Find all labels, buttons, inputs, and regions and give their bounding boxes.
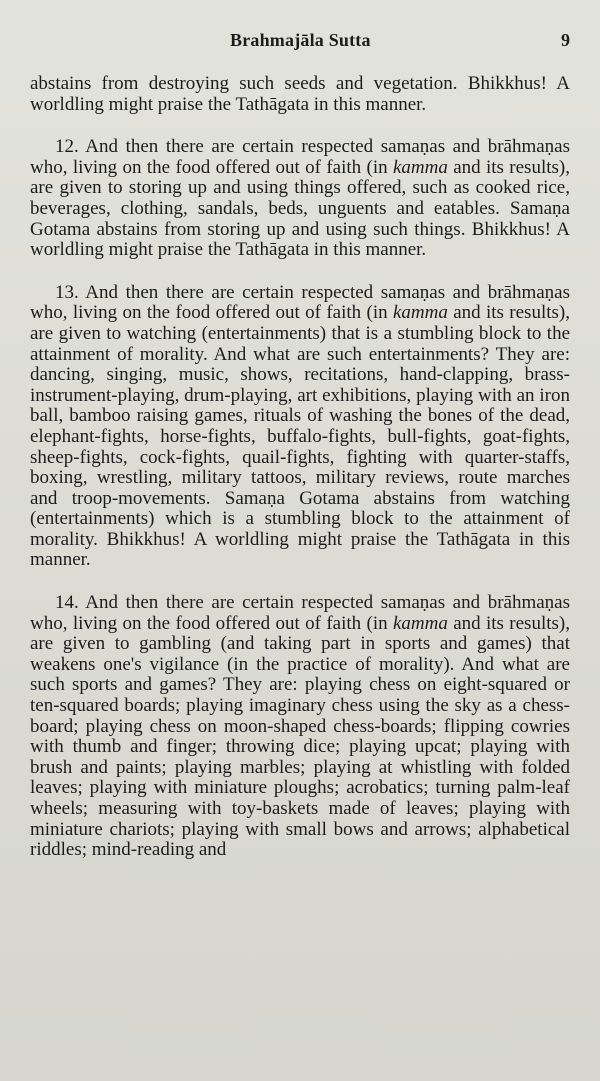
paragraph-number: 14. xyxy=(55,592,79,614)
paragraph-text: abstains from destroying such seeds and vegetation. Bhikkhus! A worldling might praise the Tathāgata in this manner. xyxy=(30,73,570,115)
pali-term: kamma xyxy=(392,612,448,634)
paragraph-continued xyxy=(30,74,570,115)
paragraph-text: And then there are certain respected samaṇas and brāhmaṇas who, living on the food offered out of faith (in xyxy=(30,136,570,178)
paragraph-12 xyxy=(30,137,570,261)
paragraph-text: and its results), are given to storing up and using things offered, such as cooked rice, beverages, clothing, sandals, beds, unguents and eatables. Samaṇa Gotama abstains from storing up and using such things. Bhikkhus! A worldling might praise the Tathāgata in this manner. xyxy=(30,156,570,261)
running-head: Brahmajāla Sutta xyxy=(230,30,371,50)
body-text xyxy=(30,74,570,861)
paragraph-14 xyxy=(30,593,570,861)
paragraph-text: And then there are certain respected samaṇas and brāhmaṇas who, living on the food offered out of faith (in xyxy=(30,281,570,324)
page-number: 9 xyxy=(561,30,570,50)
paragraph-text: And then there are certain respected samaṇas and brāhmaṇas who, living on the food offered out of faith (in xyxy=(30,592,570,634)
pali-term: kamma xyxy=(392,156,448,178)
pali-term: kamma xyxy=(392,302,448,324)
paragraph-text: and its results), are given to watching (entertainments) that is a stumbling block to the attainment of morality. And what are such entertainments? They are: dancing, singing, music, shows, recitations, hand-clapping, brass-instrument-playing, drum-playing, art exhibitions, playing with an iron ball, bamboo raising games, rituals of washing the bones of the dead, elephant-fights, horse-fights, buffalo-fights, bull-fights, goat-fights, sheep-fights, cock-fights, quail-fights, fighting with quarter-staffs, boxing, wrestling, military tattoos, military reviews, route marches and troop-movements. Samaṇa Gotama abstains from watching (entertainments) which is a stumbling block to the attainment of morality. Bhikkhus! A worldling might praise the Tathāgata in this manner. xyxy=(30,302,570,571)
page-header xyxy=(30,0,570,74)
paragraph-number: 12. xyxy=(55,136,79,158)
paragraph-13 xyxy=(30,283,570,571)
paragraph-number: 13. xyxy=(55,281,79,303)
paragraph-text: and its results), are given to gambling (and taking part in sports and games) that weakens one's vigilance (in the practice of morality). And what are such sports and games? They are: playing chess on eight-squared or ten-squared boards; playing imaginary chess using the sky as a chess-board; playing chess on moon-shaped chess-boards; flipping cowries with thumb and finger; throwing dice; playing upcat; playing with brush and paints; playing marbles; playing at whistling with folded leaves; playing with miniature ploughs; acrobatics; turning palm-leaf wheels; measuring with toy-baskets made of leaves; playing with miniature chariots; playing with small bows and arrows; alphabetical riddles; mind-reading and xyxy=(30,612,570,861)
